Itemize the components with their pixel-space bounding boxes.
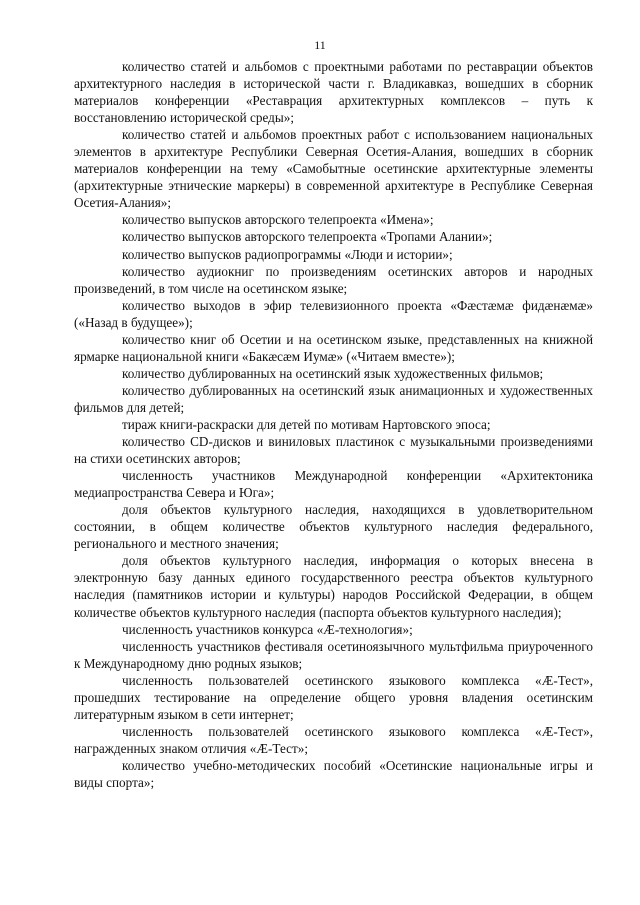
paragraph: количество учебно-методических пособий «Осетинские национальные игры и виды спорта»; (74, 757, 593, 790)
paragraph: численность участников конкурса «Æ-технология»; (122, 621, 413, 637)
paragraph: численность пользователей осетинского языкового комплекса «Æ-Тест», прошедших тестирование на определение общего уровня владения осетинским литературным языком в сети интернет; (74, 672, 593, 722)
paragraph: количество дублированных на осетинский язык художественных фильмов; (122, 365, 544, 381)
paragraph: количество дублированных на осетинский язык анимационных и художественных фильмов для детей; (74, 382, 593, 415)
paragraph: численность участников Международной конференции «Архитектоника медиапространства Севера и Юга»; (74, 468, 593, 501)
paragraph: количество статей и альбомов с проектными работами по реставрации объектов архитектурного наследия в исторической части г. Владикавказ, вошедших в сборник материалов конференции «Реставрация архитектурных комплексов – путь к восстановлению исторической среды»; (74, 59, 593, 126)
paragraph: численность участников фестиваля осетиноязычного мультфильма приуроченного к Международному дню родных языков; (74, 638, 593, 671)
paragraph: численность пользователей осетинского языкового комплекса «Æ-Тест», награжденных знаком отличия «Æ-Тест»; (74, 723, 593, 756)
body-text (74, 58, 593, 791)
paragraph: количество выходов в эфир телевизионного проекта «Фæстæмæ фидæнæмæ» («Назад в будущее»); (74, 297, 593, 330)
paragraph: количество аудиокниг по произведениям осетинских авторов и народных произведений, в том числе на осетинском языке; (74, 263, 593, 296)
page-number: 11 (314, 38, 326, 52)
paragraph: количество выпусков авторского телепроекта «Тропами Алании»; (122, 229, 493, 245)
paragraph: доля объектов культурного наследия, находящихся в удовлетворительном состоянии, в общем количестве объектов культурного наследия федерального, регионального и местного значения; (74, 502, 593, 552)
paragraph: тираж книги-раскраски для детей по мотивам Нартовского эпоса; (122, 416, 491, 432)
paragraph: количество выпусков авторского телепроекта «Имена»; (122, 212, 434, 228)
paragraph: количество выпусков радиопрограммы «Люди и истории»; (122, 246, 453, 262)
paragraph: количество статей и альбомов проектных работ с использованием национальных элементов в архитектуре Республики Северная Осетия-Алания, вошедших в сборник материалов конференции на тему «Самобытные осетинские архитектурные элементы (архитектурные этнические маркеры) в современной архитектуре в Республике Северная Осетия-Алания»; (74, 127, 593, 211)
paragraph: количество книг об Осетии и на осетинском языке, представленных на книжной ярмарке национальной книги «Бакæсæм Иумæ» («Читаем вместе»); (74, 331, 593, 364)
paragraph: количество CD-дисков и виниловых пластинок с музыкальными произведениями на стихи осетинских авторов; (74, 434, 593, 467)
paragraph: доля объектов культурного наследия, информация о которых внесена в электронную базу данных единого государственного реестра объектов культурного наследия (памятников истории и культуры) народов Российской Федерации, в общем количестве объектов культурного наследия (паспорта объектов культурного наследия); (74, 553, 593, 620)
